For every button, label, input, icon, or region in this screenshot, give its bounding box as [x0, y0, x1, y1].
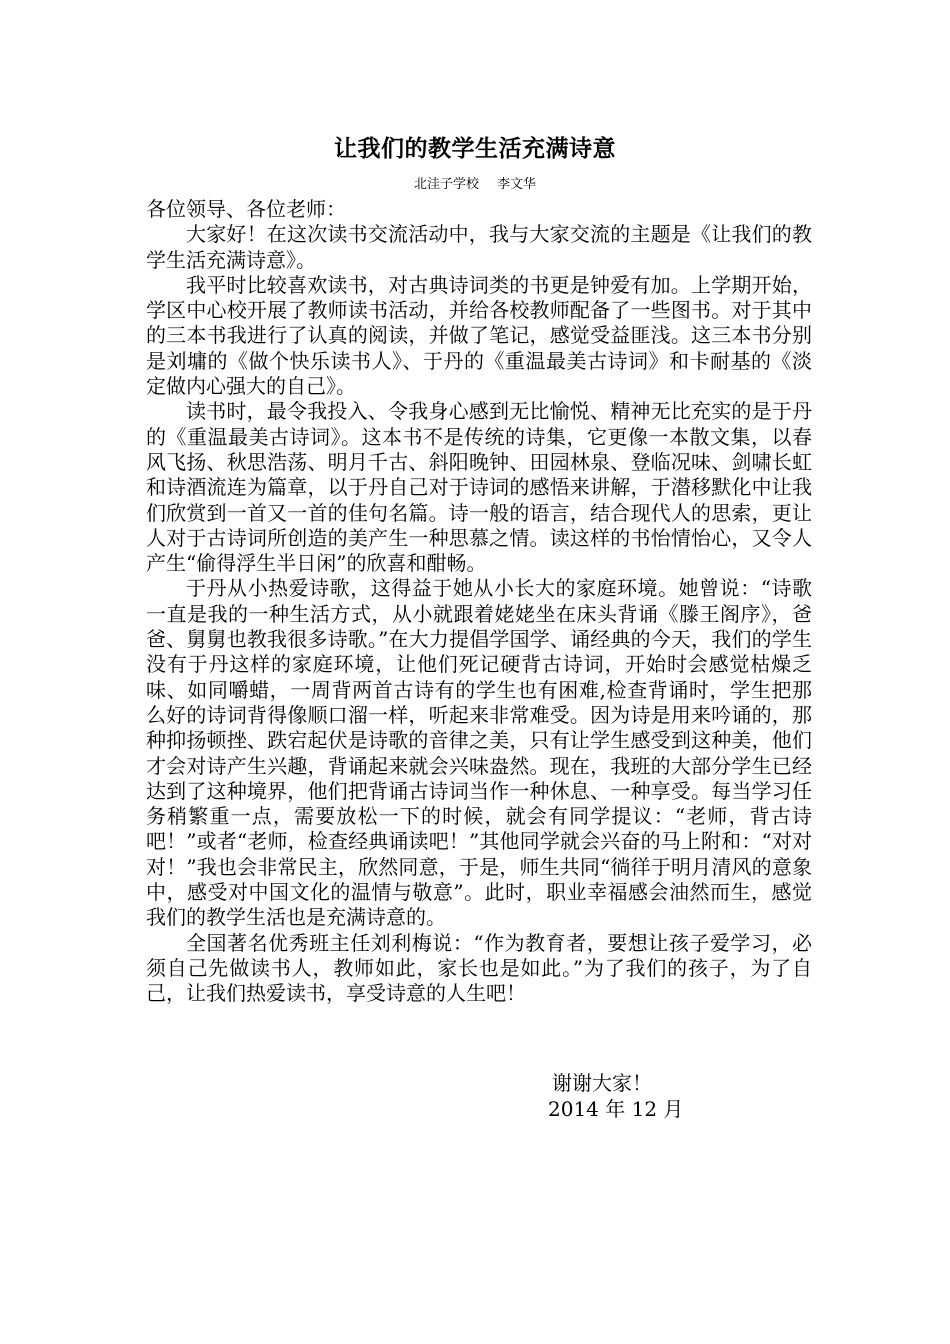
salutation: 各位领导、各位老师：	[146, 197, 346, 221]
paragraph-classroom-practice: 于丹从小热爱诗歌，这得益于她从小长大的家庭环境。她曾说：“诗歌一直是我的一种生活方式，从小就跟着姥姥坐在床头背诵《滕王阁序》，爸爸、舅舅也教我很多诗歌。”在大力提倡学国学、诵经典的今天，我们的学生没有于丹这样的家庭环境，让他们死记硬背古诗词，开始时会感觉枯燥乏味、如同嚼蜡，一周背两首古诗有的学生也有困难,检查背诵时，学生把那么好的诗词背得像顺口溜一样，听起来非常难受。因为诗是用来吟诵的，那种抑扬顿挫、跌宕起伏是诗歌的音律之美，只有让学生感受到这种美，他们才会对诗产生兴趣，背诵起来就会兴味盎然。现在，我班的大部分学生已经达到了这种境界，他们把背诵古诗词当作一种休息、一种享受。每当学习任务稍繁重一点，需要放松一下的时候，就会有同学提议：“老师，背古诗吧！”或者“老师，检查经典诵读吧！”其他同学就会兴奋的马上附和：“对对对！”我也会非常民主，欣然同意，于是，师生共同“徜徉于明月清风的意象中，感受对中国文化的温情与敬意”。此时，职业幸福感会油然而生，感觉我们的教学生活也是充满诗意的。	[146, 576, 812, 930]
paragraph-reading-habits: 我平时比较喜欢读书，对古典诗词类的书更是钟爱有加。上学期开始，学区中心校开展了教师读书活动，并给各校教师配备了一些图书。对于其中的三本书我进行了认真的阅读，并做了笔记，感觉受益匪浅。这三本书分别是刘墉的《做个快乐读书人》、于丹的《重温最美古诗词》和卡耐基的《淡定做内心强大的自己》。	[146, 272, 812, 399]
paragraph-greeting: 大家好！在这次读书交流活动中，我与大家交流的主题是《让我们的教学生活充满诗意》。	[146, 222, 812, 272]
author-name: 李文华	[497, 177, 537, 192]
closing-block	[548, 1070, 683, 1122]
school-name: 北洼子学校	[413, 177, 479, 192]
paragraph-conclusion: 全国著名优秀班主任刘利梅说：“作为教育者，要想让孩子爱学习，必须自己先做读书人，教师如此，家长也是如此。”为了我们的孩子，为了自己，让我们热爱读书，享受诗意的人生吧！	[146, 930, 812, 1006]
paragraph-book-review: 读书时，最令我投入、令我身心感到无比愉悦、精神无比充实的是于丹的《重温最美古诗词》。这本书不是传统的诗集，它更像一本散文集，以春风飞扬、秋思浩荡、明月千古、斜阳晚钟、田园林泉、登临况味、剑啸长虹和诗酒流连为篇章，以于丹自己对于诗词的感悟来讲解，于潜移默化中让我们欣赏到一首又一首的佳句名篇。诗一般的语言，结合现代人的思索，更让人对于古诗词所创造的美产生一种思慕之情。读这样的书怡情怡心，又令人产生“偷得浮生半日闲”的欣喜和酣畅。	[146, 399, 812, 576]
author-line	[0, 176, 950, 194]
closing-thanks: 谢谢大家！	[552, 1071, 652, 1095]
closing-date: 2014 年 12 月	[548, 1097, 684, 1121]
document-body	[146, 197, 812, 1007]
document-title: 让我们的教学生活充满诗意	[334, 136, 616, 162]
